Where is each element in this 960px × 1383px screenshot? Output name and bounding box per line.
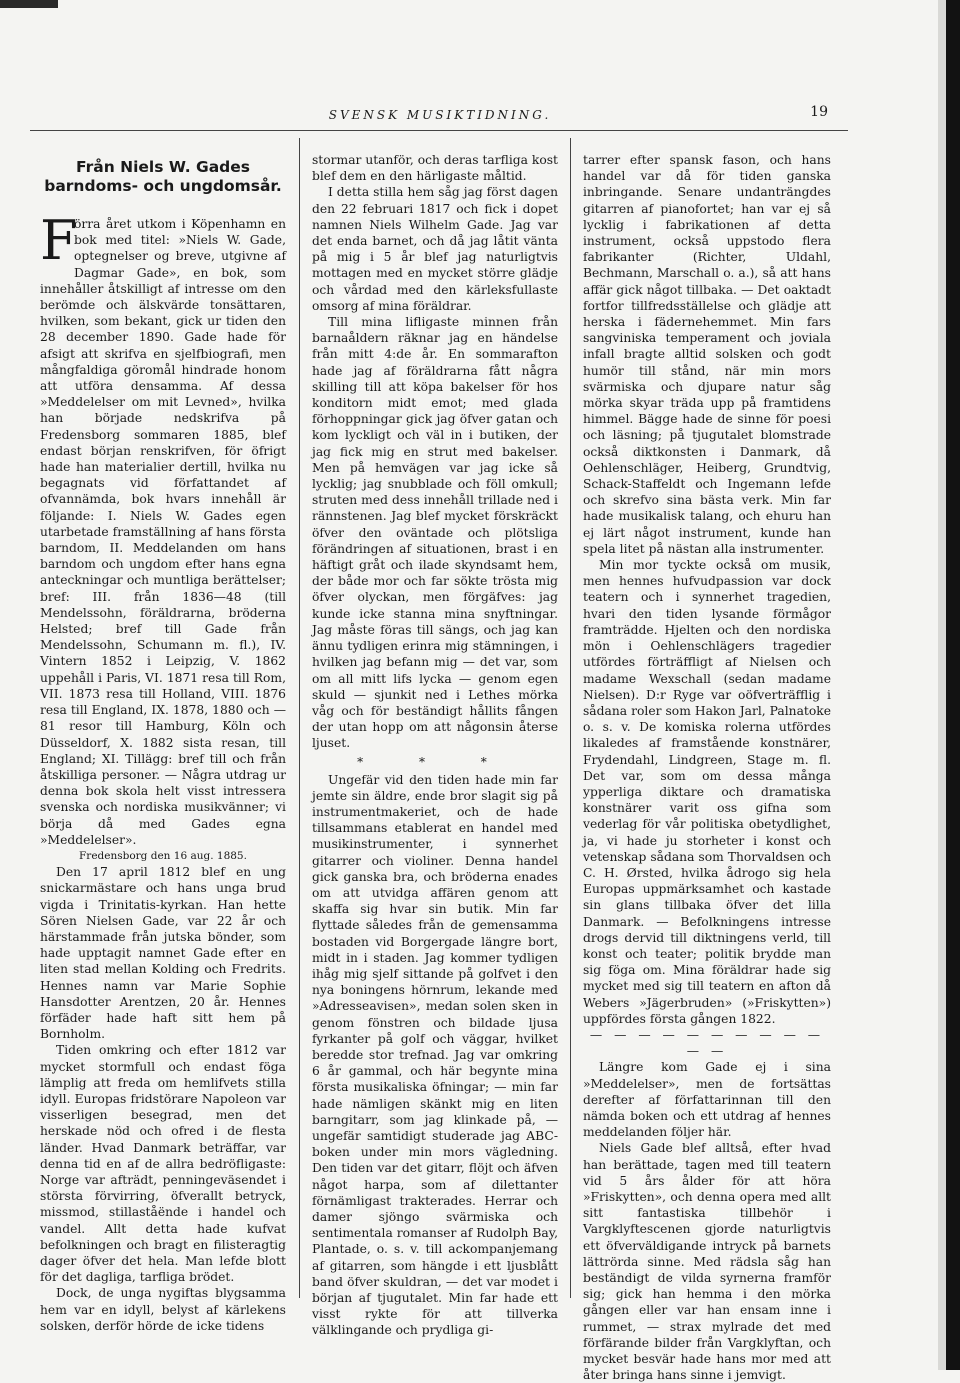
section-break-dashes: — — — — — — — — — — — — bbox=[589, 1027, 825, 1059]
paragraph: Min mor tyckte också om musik, men hennes hufvudpassion var dock teatern och i synnerhet tragedien, hvari den tiden lysande förmågor framträdde. Hjelten och den nordiska mön i Oehlenschlägers tragedier utfördes förträffligt af Nielsen och madame Wexschall (sedan madame Nielsen). D:r Ryge var oöfverträfflig i sådana roler som Hakon Jarl, Palnatoke o. s. v. De komiska rolerna utfördes likaledes af framstående konstnärer, Frydendahl, Lindgreen, Stage m. fl. Det var, som om dessa många ypperliga diktare och dramatiska konstnärer varit oss gifna som vederlag för vår politiska obetydlighet, ja, vi hade ju storheter i konst och vetenskap sådana som Thorvaldsen och C. H. Ørsted, hvilka ådrogo sig hela Europas uppmärksamhet och kastade sin glans tillbaka öfver det lilla Danmark. — Befolkningens intresse drogs dervid till diktningens verld, till konst och teater; politik brydde man sig föga om. Mina föräldrar hade sig mycket med sig till teatern en afton då Webers »Jägerbruden» (»Friskytten») uppfördes första gången 1822. bbox=[583, 558, 831, 1026]
paragraph: Den 17 april 1812 blef en ung snickarmästare och hans unga brud vigda i Trinitatis-kyrkan. Han hette Sören Nielsen Gade, var 22 år och härstammade från jutska bönder, som hade upptagit namnet Gade efter en liten stad mellan Kolding och Fredrits. Hennes namn var Marie Sophie Hansdotter Arentzen, 20 år. Hennes förfäder hade haft sitt hem på Bornholm. bbox=[40, 865, 286, 1042]
drop-cap: F bbox=[40, 209, 78, 272]
paragraph: Niels Gade blef alltså, efter hvad han berättade, tagen med till teatern vid 5 års ålder för att höra »Friskytten», och denna opera med allt sitt fantastiska tillbehör i Vargklyftescenen gjorde naturligtvis ett öfverväldigande intryck på barnets lättrörda sinne. Med rädsla såg han beständigt de vilda syrnerna framför sig; gick han hemma i den mörka gången eller var han ensam inne i rummet, — strax mylrade det med förfärande bilder från Vargklyftan, och mycket besvär hade hans mor med att åter bringa hans sinne i jemvigt. bbox=[583, 1141, 831, 1383]
article-title: Från Niels W. Gades barndoms- och ungdomsår. bbox=[44, 158, 282, 195]
paragraph: Ungefär vid den tiden hade min far jemte sin äldre, ende bror slagit sig på instrumentmakeriet, och de hade tillsammans etablerat en handel med musikinstrumenter, i synnerhet gitarrer och violiner. Denna handel gick ganska bra, och bröderna enades om att utvidga affären genom att skaffa sig hvar sin butik. Min far flyttade således från de gemensamma bostaden vid Borgergade längre bort, midt in i staden. Jag kommer tydligen ihåg mig sjelf sittande på golfvet i den nya boningens hörnrum, lekande med »Adresseavisen», medan solen sken in genom fönstren och bildade ljusa fyrkanter på golf och väggar, hvilket beredde stor trefnad. Jag var omkring 6 år gammal, och här begynte mina första musikaliska öfningar; — min far hade nämligen skänkt mig en liten barngitarr, som jag klinkade på, — ungefär samtidigt studerade jag ABC-boken under min mors vägledning. Den tiden var det gitarr, flöjt och äfven något harpa, som af dilettanter förnämligast trakterades. Herrar och damer sjöngo svärmiska och sentimentala romanser af Rudolph Bay, Plantade, o. s. v. till ackompanjemang af gitarren, som hängde i ett ljusblått band öfver skuldran, — det var modet i början af tjugutalet. Min far hade ett visst rykte för att tillverka välklingande och prydliga gi- bbox=[312, 772, 558, 1338]
column-2 bbox=[312, 152, 558, 1339]
column-rule-1 bbox=[299, 138, 300, 1298]
scan-edge-top bbox=[0, 0, 58, 8]
paragraph: Till mina lifligaste minnen från barnaåldern räknar jag en händelse från mitt 4:de år. En sommarafton hade jag af föräldrarna fått några skilling till att köpa bakelser för hos konditorn midt emot; med glada förhoppningar gick jag öfver gatan och kom lyckligt och väl in i butiken, der jag fick mig en strut med bakelser. Men på hemvägen var jag icke så lycklig; jag snubblade och föll omkull; struten med dess innehåll trillade ned i rännstenen. Jag blef mycket förskräckt öfver den oväntade och plötsliga förändringen af situationen, brast i en häftigt gråt och ilade skyndsamt hem, der både mor och far sökte trösta mig öfver olyckan, men förgäfves: jag kunde icke stanna mina snyftningar. Jag måste föras till sängs, och jag kan ännu tydligen erinra mig stämningen, i hvilken jag befann mig — det var, som om all mitt lifs lycka — genom egen skuld — sjunkit ned i Lethes mörka våg och för beständigt hållits fången der utan hopp om att någonsin återse ljuset. bbox=[312, 315, 558, 751]
column-3 bbox=[583, 152, 831, 1383]
dateline: Fredensborg den 16 aug. 1885. bbox=[79, 849, 247, 862]
paragraph: tarrer efter spansk fason, och hans handel var då för tiden ganska inbringande. Senare undanträngdes gitarren af pianofortet; han var ej så lycklig i fabrikationen af detta instrument, också uppstodo flera fabrikanter (Richter, Uldahl, Bechmann, Marschall o. a.), så att hans affär gick något tillbaka. — Det oaktadt fortfor tillfredsställelse och glädje att herska i fädernehemmet. Min fars sangviniska temperament och joviala infall bragte alltid solsken och godt humör till stånd, när min mors svärmiska och djupare natur såg mörka skyar träda upp på framtidens himmel. Bägge hade de sinne för poesi och läsning; på tjugutalet blomstrade också diktkonsten i Danmark, då Oehlenschläger, Heiberg, Grundtvig, Schack-Staffeldt och Ingemann lefde och skrefvo sina bästa verk. Min far hade musikalisk talang, och ehuru han ej lärt något instrument, kunde han spela litet på nästan alla instrumenter. bbox=[583, 153, 831, 556]
section-break-stars: * * * bbox=[357, 754, 513, 769]
paragraph: stormar utanför, och deras tarfliga kost blef dem en den härligaste måltid. bbox=[312, 153, 558, 184]
column-rule-2 bbox=[570, 138, 571, 1298]
paragraph: Tiden omkring och efter 1812 var mycket stormfull och endast föga lämplig att freda om hemlifvets stilla idyll. Europas fridstörare Napoleon var visserligen besegrad, men det herskade nöd och ofred i de flesta länder. Hvad Danmark beträffar, var denna tid en af de allra bedröfligaste: Norge var afträdt, penningeväsendet i största förvirring, öfverallt betryck, missmod, stillaståënde i handel och vandel. Allt detta hade kufvat befolkningen och bragt en filisteragtig dager öfver det hela. Man lefde blott för det dagliga, tarfliga brödet. bbox=[40, 1043, 286, 1285]
scan-edge-right bbox=[946, 0, 960, 1370]
intro-paragraph: F örra året utkom i Köpenhamn en bok med titel: »Niels W. Gade, optegnelser og breve, utgivne af Dagmar Gade», en bok, som innehåller åtskilligt af intresse om den berömde och älskvärde tonsättaren, hvilken, som bekant, gick ur tiden den 28 december 1890. Gade hade för afsigt att skrifva en sjelfbiografi, men mångfaldiga göromål hindrade honom att utföra densamma. Af dessa »Meddelelser om mit Levned», hvilka han började nedskrifva på Fredensborg sommaren 1885, blef endast början renskrifven, för öfrigt hade han materialier dertill, hvilka nu begagnats vid författandet af ofvannämda, bok hvars innehåll är följande: I. Niels W. Gades egen utarbetade framställning af hans första barndom, II. Meddelanden om hans barndom och ungdom efter hans egna anteckningar och muntliga berättelser; bref: III. från 1836—48 (till Mendelssohn, föräldrarna, bröderna Helsted; bref till Gade från Mendelssohn, Schumann m. fl.), IV. Vintern 1852 i Leipzig, V. 1862 uppehåll i Paris, VI. 1871 resa till Rom, VII. 1873 resa till Holland, VIII. 1876 resa till England, IX. 1878, 1880 och —81 resor till Hamburg, Köln och Düsseldorf, X. 1882 sista resan, till England; XI. Tillägg: bref till och från åtskilliga personer. — Några utdrag ur denna bok skola helt visst intressera svenska och nordiska musikvänner; vi börja då med Gades egna »Meddelelser». bbox=[40, 209, 286, 847]
paragraph: Längre kom Gade ej i sina »Meddelelser», men de fortsättas derefter af författarinnan till den nämda boken och ett utdrag af hennes meddelanden följer här. bbox=[583, 1060, 831, 1140]
page-header bbox=[30, 100, 850, 126]
running-title: SVENSK MUSIKTIDNING. bbox=[328, 108, 552, 122]
header-rule bbox=[30, 130, 848, 131]
paragraph: I detta stilla hem såg jag först dagen den 22 februari 1817 och fick i dopet namnen Niels Wilhelm Gade. Jag var det enda barnet, och då jag låtit vänta på mig i 5 år blef jag naturligtvis mottagen med en mycket större glädje och vårdad med den kärleksfullaste omsorg af mina föräldrar. bbox=[312, 185, 558, 313]
page-number: 19 bbox=[810, 104, 828, 120]
paragraph: Dock, de unga nygiftas blygsamma hem var en idyll, belyst af kärlekens solsken, derför hörde de icke tidens bbox=[40, 1286, 286, 1333]
column-1 bbox=[40, 152, 286, 1334]
